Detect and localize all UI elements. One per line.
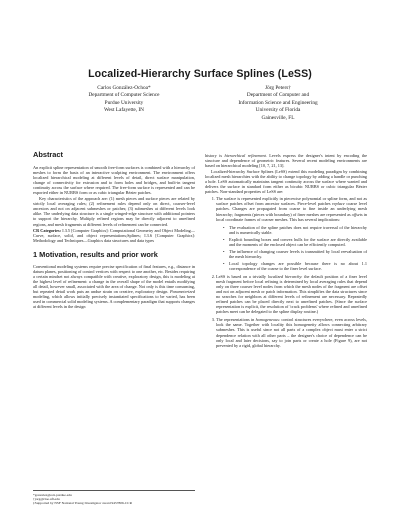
author-block-2 [193, 85, 363, 122]
intro-emphasis: hierarchical refinement. [224, 153, 267, 158]
list-item-text: in local coordinate frames of coarser meshes. This has several implications: [216, 211, 368, 222]
author-city: Gainesville, FL [261, 114, 295, 121]
bullet-item: • Local topology changes are possible because there is no about 1.1 correspondence of the coarse to the finer level surface. [229, 261, 367, 271]
list-item [216, 317, 367, 347]
list-item-text: : control structures everywhere, even across levels, look the same. Together with locality this homogeneity allows connecting arbitrary submeshes. This is useful since not all parts of a complex object must enter a strict dependence relation with all other parts – the designer's choice of dependence can be only local and later decisions, say to join parts or create a hole (Figure 9), are not prevented by a rigid, global hierarchy. [216, 317, 368, 348]
intro-text-tail: Levels express the designer's intent by encoding the structure and dependence of geometric features. Several recent modeling environments are based on hierarchical modeling [10, 7, 21, 13]. [205, 153, 367, 169]
author-block-1 [39, 85, 209, 115]
list-item-emphasis: offsets [351, 211, 363, 217]
author-name: Carlos González-Ochoa* [97, 85, 151, 91]
intro-text: history is [205, 153, 223, 158]
section-1-paragraph [33, 264, 195, 309]
footnotes [33, 490, 195, 506]
section-1-text-tail: modeling, which allows initially precisely instantiated specifications to be varied, has been used in commercial solid modeling systems. A complementary paradigm that supports changes at different levels in the design [33, 293, 195, 310]
section-1-text: Conventional modeling systems require precise specification of final features, e.g., distance in datum planes, positioning of control vertices with respect to one another, etc. Besides requiring a certain mindset not always compatible with creative, exploratory design, this is modeling at the highest level of refinement: a change in the overall shape of the model entails modifying all detail, however small, associated with the area of change. Not only is this time consuming, but repeated detail work puts an undue strain on creative, exploratory design. [33, 263, 195, 294]
footnote: *gonzalez@ecn.purdue.edu [33, 492, 72, 497]
cr-categories-label: CR Categories: [33, 227, 62, 233]
section-1-emphasis: Parameterized [169, 288, 195, 294]
left-column [33, 150, 195, 310]
paper-title: Localized-Hierarchy Surface Splines (LeSS) [88, 68, 312, 80]
section-1-heading: 1 Motivation, results and prior work [33, 249, 158, 259]
author-name: Jörg Peters† [265, 85, 291, 91]
list-item-text: coarse level patches. Changes are propagated from coarse to fine inside an underlying mesh hierarchy; fragments (pieces with boundary) of finer meshes are represented as [216, 201, 368, 217]
implications-list [216, 225, 367, 271]
author-department: Department of Computer and [246, 92, 310, 99]
list-item-text: The surface is represented explicitly in piecewise polynomial or spline form, and not as surface patches offset from ancestor surfaces. Piece-level patches [216, 196, 367, 207]
list-item [216, 196, 367, 271]
cr-categories-text: I.3.5 [Computer Graphics]: Computational Geometry and Object Modeling—Curve, surface, solid, and object representations;Splines; I.3.6 [Computer Graphics]: Methodology and Techniques—Graphics data structures and data types [33, 227, 196, 243]
list-item-emphasis: replace [332, 201, 345, 207]
bullet-item: • Explicit bounding boxes and convex hulls for the surface are directly available and the moments of the enclosed object can be efficiently computed. [229, 237, 367, 247]
author-organization-2: University of Florida [255, 107, 301, 114]
author-organization: Purdue University [104, 99, 144, 106]
properties-list [205, 196, 367, 347]
intro-paragraph-1 [205, 153, 367, 168]
list-item [216, 274, 367, 314]
bullet-item: • The evaluation of the spline patches does not require traversal of the hierarchy and is numerically stable. [229, 225, 367, 235]
right-column [205, 153, 367, 351]
list-item-emphasis: homogeneous [255, 317, 279, 323]
footnote: ‡Supported by NSF National Young Investigator award 9457806-CCR [33, 501, 132, 506]
list-item-text: LeSS is based on a trivially [216, 273, 267, 279]
footnote: †jorg@cise.ufl.edu [33, 496, 60, 501]
list-item-text: The representations in [216, 317, 255, 323]
intro-paragraph-2: Localized-hierarchy Surface Splines (LeSS) extend this modeling paradigm by combining localized mesh hierarchies with the ability to change topology by adding a handle or punching a hole. LeSS automatically maintains tangent continuity across the surface where wanted and delivers the surface in standard form either as bicubic NURBS or cubic triangular Bézier patches. Non-standard properties of LeSS are: [205, 169, 367, 195]
cr-categories [33, 228, 195, 243]
abstract-paragraph-1: An explicit spline representation of smooth free-form surfaces is combined with a hierarchy of meshes to form the basis of an interactive sculpting environment. The environment offers localized hierarchical modeling at different levels of detail, direct surface manipulation, change of connectivity for extrusion and to form holes and bridges, and built-in tangent continuity across the surface where required. The free-form surface is represented and can be exported either in NURBS form or as cubic triangular Bézier patches. [33, 165, 195, 196]
author-city: West Lafayette, IN [103, 107, 145, 114]
author-organization: Information Science and Engineering [238, 99, 318, 106]
list-item-emphasis: localized hierarchy [267, 273, 302, 279]
author-department: Department of Computer Science [88, 92, 160, 99]
abstract-paragraph-2: Key characteristics of the approach are: (1) mesh pieces and surface pieces are related by strictly local averaging rules; (2) refinement rules depend only on direct, coarser-level ancestors and not on adjacent submeshes or patches; (3) submeshes at different levels look alike. The underlying data structure is a single winged-edge structure with additional pointers to support the hierarchy. Multiply refined regions may be directly adjacent to unrefined regions, and mesh fragments at different levels of refinement can be connected. [33, 196, 195, 227]
list-item-text: : the default position of a finer level mesh fragment before local refining is determined by local averaging rules that depend only on three coarser level nodes from which the mesh nodes of the fragment are offset and not on adjacent mesh or patch information. This simplifies the data structures since no searches for neighbors at different levels of refinement are necessary. Repeatedly refined patches can be placed directly next to unrefined patches. (Since the surface representation is explicit, the resolution of 'crack problems' where refined and unrefined patches meet can be delegated to the spline display routine.) [216, 273, 367, 315]
abstract-heading: Abstract [33, 150, 63, 159]
bullet-item: • The influence of changing coarser levels is transmitted by local reevaluation of the mesh hierarchy. [229, 249, 367, 259]
